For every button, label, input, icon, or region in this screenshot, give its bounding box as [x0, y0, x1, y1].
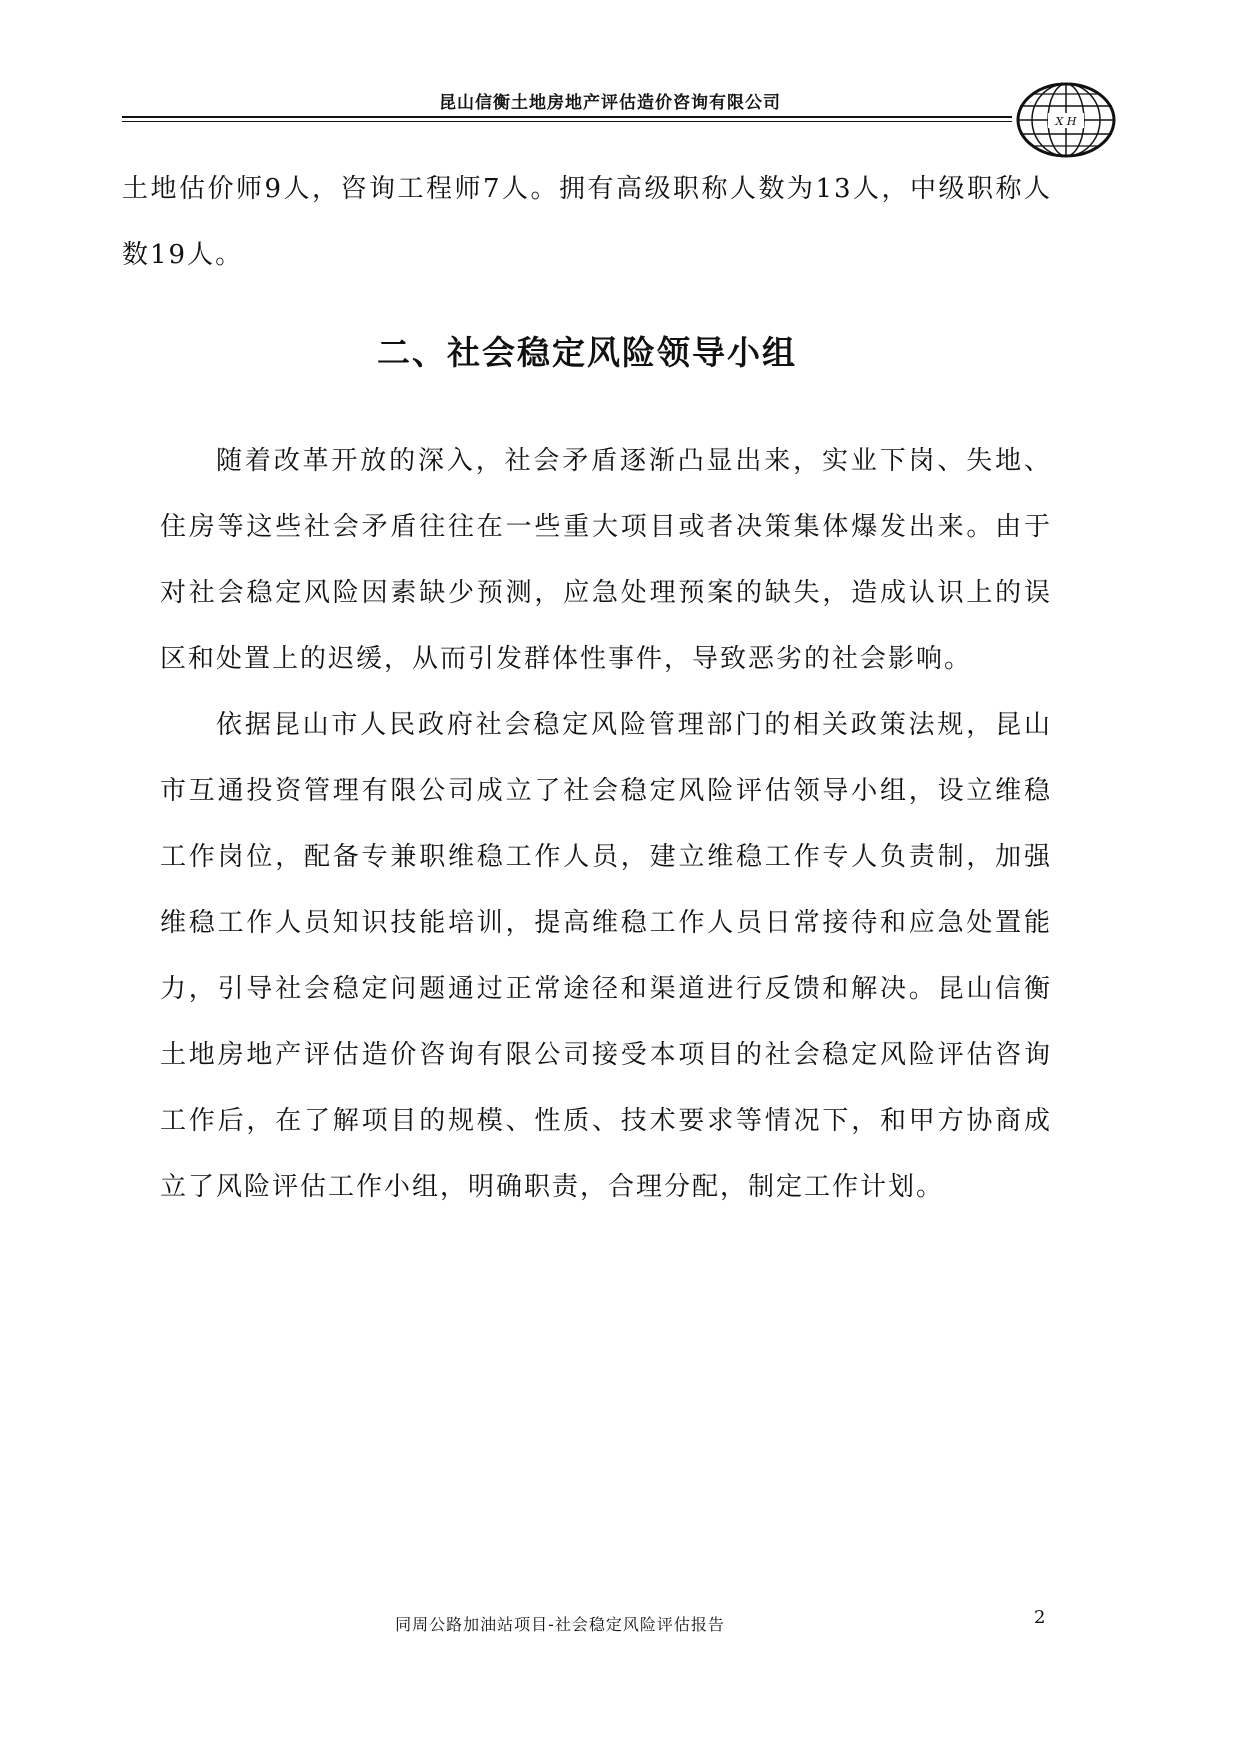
header-rule-thin	[122, 121, 1012, 122]
section-title: 二、社会稳定风险领导小组	[377, 333, 797, 372]
header-rule	[122, 116, 1012, 118]
company-name: 昆山信衡土地房地产评估造价咨询有限公司	[439, 93, 781, 113]
body-paragraph-1: 随着改革开放的深入，社会矛盾逐渐凸显出来，实业下岗、失地、住房等这些社会矛盾往往在一些重大项目或者决策集体爆发出来。由于对社会稳定风险因素缺少预测，应急处理预案的缺失，造成认识上的误区和处置上的迟缓，从而引发群体性事件，导致恶劣的社会影响。	[160, 446, 1052, 674]
body-paragraph-2: 依据昆山市人民政府社会稳定风险管理部门的相关政策法规，昆山市互通投资管理有限公司成立了社会稳定风险评估领导小组，设立维稳工作岗位，配备专兼职维稳工作人员，建立维稳工作专人负责制，加强维稳工作人员知识技能培训，提高维稳工作人员日常接待和应急处置能力，引导社会稳定问题通过正常途径和渠道进行反馈和解决。昆山信衡土地房地产评估造价咨询有限公司接受本项目的社会稳定风险评估咨询工作后，在了解项目的规模、性质、技术要求等情况下，和甲方协商成立了风险评估工作小组，明确职责，合理分配，制定工作计划。	[160, 710, 1052, 1202]
page-number: 2	[1034, 1607, 1046, 1628]
logo-text: X H	[1055, 115, 1077, 128]
company-globe-logo-icon	[1010, 80, 1122, 160]
footer-report-title: 同周公路加油站项目-社会稳定风险评估报告	[395, 1615, 725, 1634]
continuation-paragraph: 土地估价师9人，咨询工程师7人。拥有高级职称人数为13人，中级职称人数19人。	[122, 174, 1052, 270]
page-header	[0, 0, 1241, 160]
